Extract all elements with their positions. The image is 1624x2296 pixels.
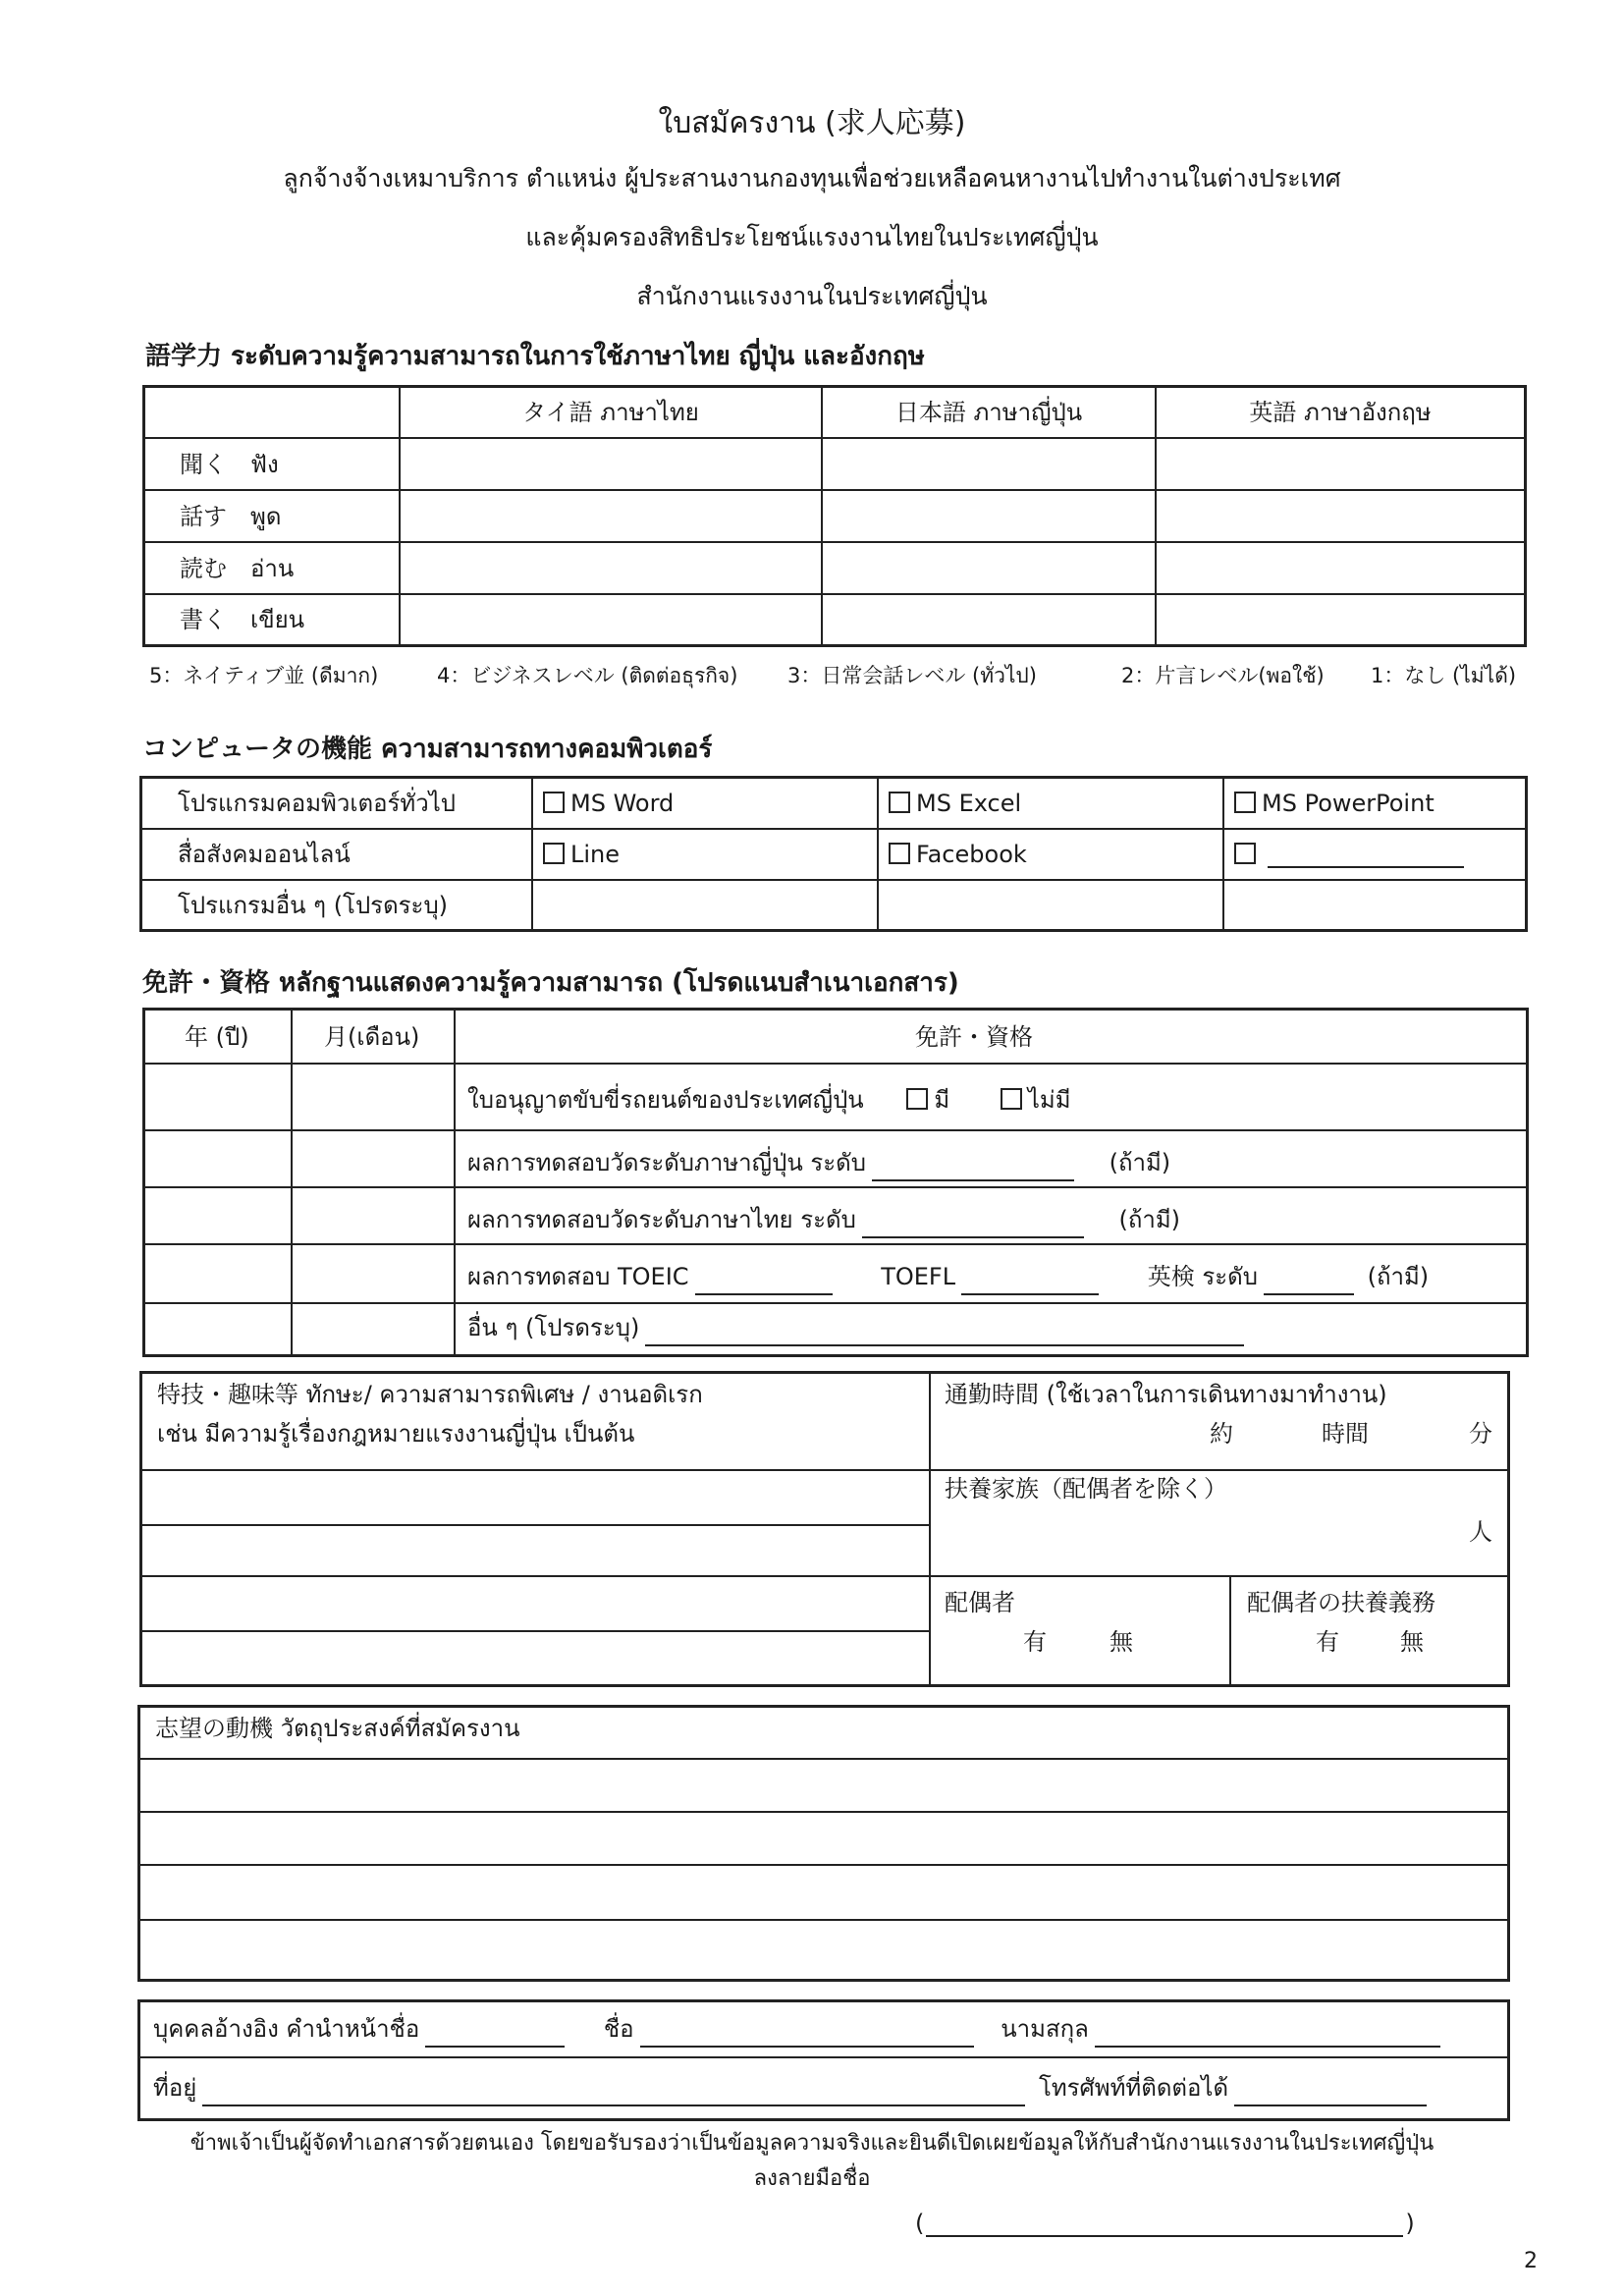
- driving-license-label: ใบอนุญาตขับขี่รถยนต์ของประเทศญี่ปุ่น: [467, 1086, 864, 1114]
- language-col-english: 英語 ภาษาอังกฤษ: [1156, 387, 1526, 438]
- language-cell-input[interactable]: [400, 490, 822, 542]
- computer-row-general: โปรแกรมคอมพิวเตอร์ทั่วไป: [141, 778, 533, 829]
- language-table: [142, 385, 1527, 647]
- surname-blank[interactable]: [1095, 2024, 1440, 2048]
- spouse-support-none[interactable]: 無: [1400, 1628, 1424, 1656]
- reference-row-1: [153, 2009, 1446, 2048]
- declaration-text: ข้าพเจ้าเป็นผู้จัดทำเอกสารด้วยตนเอง โดยขอรับรองว่าเป็นข้อมูลความจริงและยินดีเปิดเผยข้อมูลให้กับสำนักงานแรงงานในประเทศญี่ปุ่น: [189, 2131, 1435, 2156]
- language-col-japanese: 日本語 ภาษาญี่ปุ่น: [822, 387, 1156, 438]
- language-cell-input[interactable]: [1156, 542, 1526, 594]
- spouse-none[interactable]: 無: [1110, 1628, 1133, 1656]
- computer-cell-input[interactable]: [532, 880, 878, 931]
- reference-surname-label: นามสกุล: [1001, 2015, 1089, 2043]
- language-cell-input[interactable]: [822, 594, 1156, 646]
- form-subtitle-1: ลูกจ้างจ้างเหมาบริการ ตำแหน่ง ผู้ประสานงานกองทุนเพื่อช่วยเหลือคนหางานไปทำงานในต่างประเทศ: [283, 164, 1341, 192]
- divider: [139, 1575, 1510, 1577]
- divider: [137, 1919, 1510, 1921]
- scale-1: 1：なし (ไม่ได้): [1371, 664, 1517, 687]
- language-row-speak: 話す พูด: [144, 490, 401, 542]
- divider: [139, 1630, 929, 1632]
- divider: [142, 1129, 1529, 1131]
- option-ms-word: MS Word: [570, 789, 675, 817]
- spouse-support-label: 配偶者の扶養義務: [1247, 1589, 1435, 1616]
- motivation-label: 志望の動機 วัตถุประสงค์ที่สมัครงาน: [155, 1715, 520, 1742]
- divider: [142, 1243, 1529, 1245]
- license-box: [142, 1008, 1529, 1357]
- eiken-blank[interactable]: [1264, 1272, 1354, 1295]
- reference-address-label: ที่อยู่: [153, 2074, 197, 2102]
- th-test-blank[interactable]: [862, 1215, 1084, 1238]
- jp-test-blank[interactable]: [872, 1158, 1074, 1181]
- form-subtitle-3: สำนักงานแรงงานในประเทศญี่ปุ่น: [636, 282, 988, 310]
- title-blank[interactable]: [425, 2024, 565, 2048]
- computer-cell-input[interactable]: [1223, 880, 1527, 931]
- other-cert-row: [467, 1308, 1250, 1346]
- divider: [142, 1186, 1529, 1188]
- checkbox[interactable]: [543, 843, 565, 864]
- reference-phone-label: โทรศัพท์ที่ติดต่อได้: [1038, 2074, 1229, 2102]
- jp-test-label: ผลการทดสอบวัดระดับภาษาญี่ปุ่น ระดับ: [467, 1149, 866, 1176]
- toefl-label: TOEFL: [881, 1263, 956, 1290]
- signature-label: ลงลายมือชื่อ: [753, 2166, 871, 2191]
- reference-name-label: ชื่อ: [603, 2015, 634, 2043]
- reference-row-2: [153, 2068, 1433, 2106]
- computer-cell-input[interactable]: [878, 880, 1223, 931]
- scale-2: 2：片言レベル(พอใช้): [1121, 664, 1325, 687]
- checkbox-no[interactable]: [1001, 1088, 1022, 1110]
- divider: [291, 1008, 293, 1357]
- other-social-blank[interactable]: [1268, 845, 1464, 868]
- checkbox[interactable]: [889, 792, 910, 813]
- spouse-support-have[interactable]: 有: [1316, 1628, 1339, 1656]
- minutes-label: 分: [1469, 1420, 1492, 1448]
- paren-close: ): [1405, 2210, 1415, 2237]
- skills-label-2: เช่น มีความรู้เรื่องกฎหมายแรงงานญี่ปุ่น เป็นต้น: [157, 1420, 635, 1448]
- spouse-have[interactable]: 有: [1023, 1628, 1047, 1656]
- toefl-blank[interactable]: [961, 1272, 1099, 1295]
- language-row-write: 書く เขียน: [144, 594, 401, 646]
- jp-test-row: [467, 1143, 1170, 1181]
- no-label: ไม่มี: [1027, 1086, 1071, 1114]
- language-cell-input[interactable]: [822, 542, 1156, 594]
- divider: [137, 2056, 1510, 2058]
- divider: [137, 1811, 1510, 1813]
- address-blank[interactable]: [202, 2083, 1025, 2106]
- name-blank[interactable]: [640, 2024, 974, 2048]
- language-col-thai: タイ語 ภาษาไทย: [400, 387, 822, 438]
- toeic-blank[interactable]: [695, 1272, 833, 1295]
- license-col-year: 年 (ปี): [185, 1023, 249, 1051]
- dependents-label: 扶養家族（配偶者を除く）: [945, 1475, 1227, 1503]
- toeic-label: ผลการทดสอบ TOEIC: [467, 1263, 689, 1290]
- language-cell-input[interactable]: [400, 438, 822, 490]
- form-subtitle-2: และคุ้มครองสิทธิประโยชน์แรงงานไทยในประเทศญี่ปุ่น: [525, 223, 1099, 251]
- computer-row-social: สื่อสังคมออนไลน์: [141, 829, 533, 880]
- license-col-month: 月(เดือน): [324, 1023, 420, 1051]
- option-line: Line: [570, 840, 621, 868]
- eiken-label: 英検 ระดับ: [1147, 1263, 1258, 1290]
- language-row-listen: 聞く ฟัง: [144, 438, 401, 490]
- checkbox[interactable]: [1234, 843, 1256, 864]
- language-cell-input[interactable]: [822, 438, 1156, 490]
- option-facebook: Facebook: [916, 840, 1027, 868]
- page-number: 2: [1524, 2249, 1538, 2273]
- form-title: ใบสมัครงาน (求人応募): [658, 106, 966, 140]
- signature-blank[interactable]: [926, 2214, 1403, 2237]
- language-row-read: 読む อ่าน: [144, 542, 401, 594]
- other-cert-label: อื่น ๆ (โปรดระบุ): [467, 1314, 640, 1341]
- reference-title-label: บุคคลอ้างอิง คำนำหน้าชื่อ: [153, 2015, 420, 2043]
- checkbox[interactable]: [543, 792, 565, 813]
- commute-label: 通勤時間 (ใช้เวลาในการเดินทางมาทำงาน): [945, 1381, 1387, 1408]
- other-cert-blank[interactable]: [645, 1323, 1244, 1346]
- spouse-label: 配偶者: [945, 1589, 1015, 1616]
- th-test-label: ผลการทดสอบวัดระดับภาษาไทย ระดับ: [467, 1206, 856, 1233]
- if-any-label: (ถ้ามี): [1109, 1149, 1171, 1176]
- computer-section-title: コンピュータの機能 ความสามารถทางคอมพิวเตอร์: [142, 735, 713, 764]
- scale-5: 5：ネイティブ並 (ดีมาก): [149, 664, 379, 687]
- divider: [139, 1469, 1510, 1471]
- scale-4: 4：ビジネスレベル (ติดต่อธุรกิจ): [437, 664, 738, 687]
- computer-table: [139, 776, 1528, 932]
- language-cell-input[interactable]: [1156, 490, 1526, 542]
- divider: [1229, 1575, 1231, 1687]
- computer-row-other: โปรแกรมอื่น ๆ (โปรดระบุ): [141, 880, 533, 931]
- divider: [929, 1371, 931, 1687]
- signature-line: [915, 2210, 1415, 2237]
- if-any-label: (ถ้ามี): [1367, 1263, 1430, 1290]
- language-section-title: 語学力 ระดับความรู้ความสามารถในการใช้ภาษาไทย ญี่ปุ่น และอังกฤษ: [145, 342, 925, 371]
- license-col-cert: 免許・資格: [915, 1023, 1033, 1051]
- divider: [142, 1302, 1529, 1304]
- language-header-blank: [144, 387, 401, 438]
- approx-label: 約: [1210, 1420, 1233, 1448]
- language-cell-input[interactable]: [400, 542, 822, 594]
- scale-3: 3：日常会話レベル (ทั่วไป): [787, 664, 1037, 687]
- language-cell-input[interactable]: [400, 594, 822, 646]
- divider: [139, 1524, 929, 1526]
- language-cell-input[interactable]: [1156, 594, 1526, 646]
- checkbox[interactable]: [1234, 792, 1256, 813]
- divider: [137, 1864, 1510, 1866]
- hours-label: 時間: [1322, 1420, 1369, 1448]
- divider: [142, 1063, 1529, 1065]
- driving-license-row: [467, 1080, 1071, 1119]
- option-ms-excel: MS Excel: [916, 789, 1022, 817]
- person-label: 人: [1469, 1518, 1492, 1546]
- skills-label-1: 特技・趣味等 ทักษะ/ ความสามารถพิเศษ / งานอดิเรก: [157, 1381, 703, 1408]
- yes-label: มี: [934, 1086, 950, 1114]
- th-test-row: [467, 1200, 1180, 1238]
- phone-blank[interactable]: [1234, 2083, 1427, 2106]
- paren-open: (: [915, 2210, 925, 2237]
- language-cell-input[interactable]: [822, 490, 1156, 542]
- checkbox-yes[interactable]: [906, 1088, 928, 1110]
- divider: [137, 1758, 1510, 1760]
- english-test-row: [467, 1257, 1429, 1295]
- option-ms-powerpoint: MS PowerPoint: [1262, 789, 1435, 817]
- checkbox[interactable]: [889, 843, 910, 864]
- divider: [454, 1008, 456, 1357]
- license-section-title: 免許・資格 หลักฐานแสดงความรู้ความสามารถ (โปรดแนบสำเนาเอกสาร): [142, 968, 959, 998]
- language-cell-input[interactable]: [1156, 438, 1526, 490]
- if-any-label: (ถ้ามี): [1118, 1206, 1181, 1233]
